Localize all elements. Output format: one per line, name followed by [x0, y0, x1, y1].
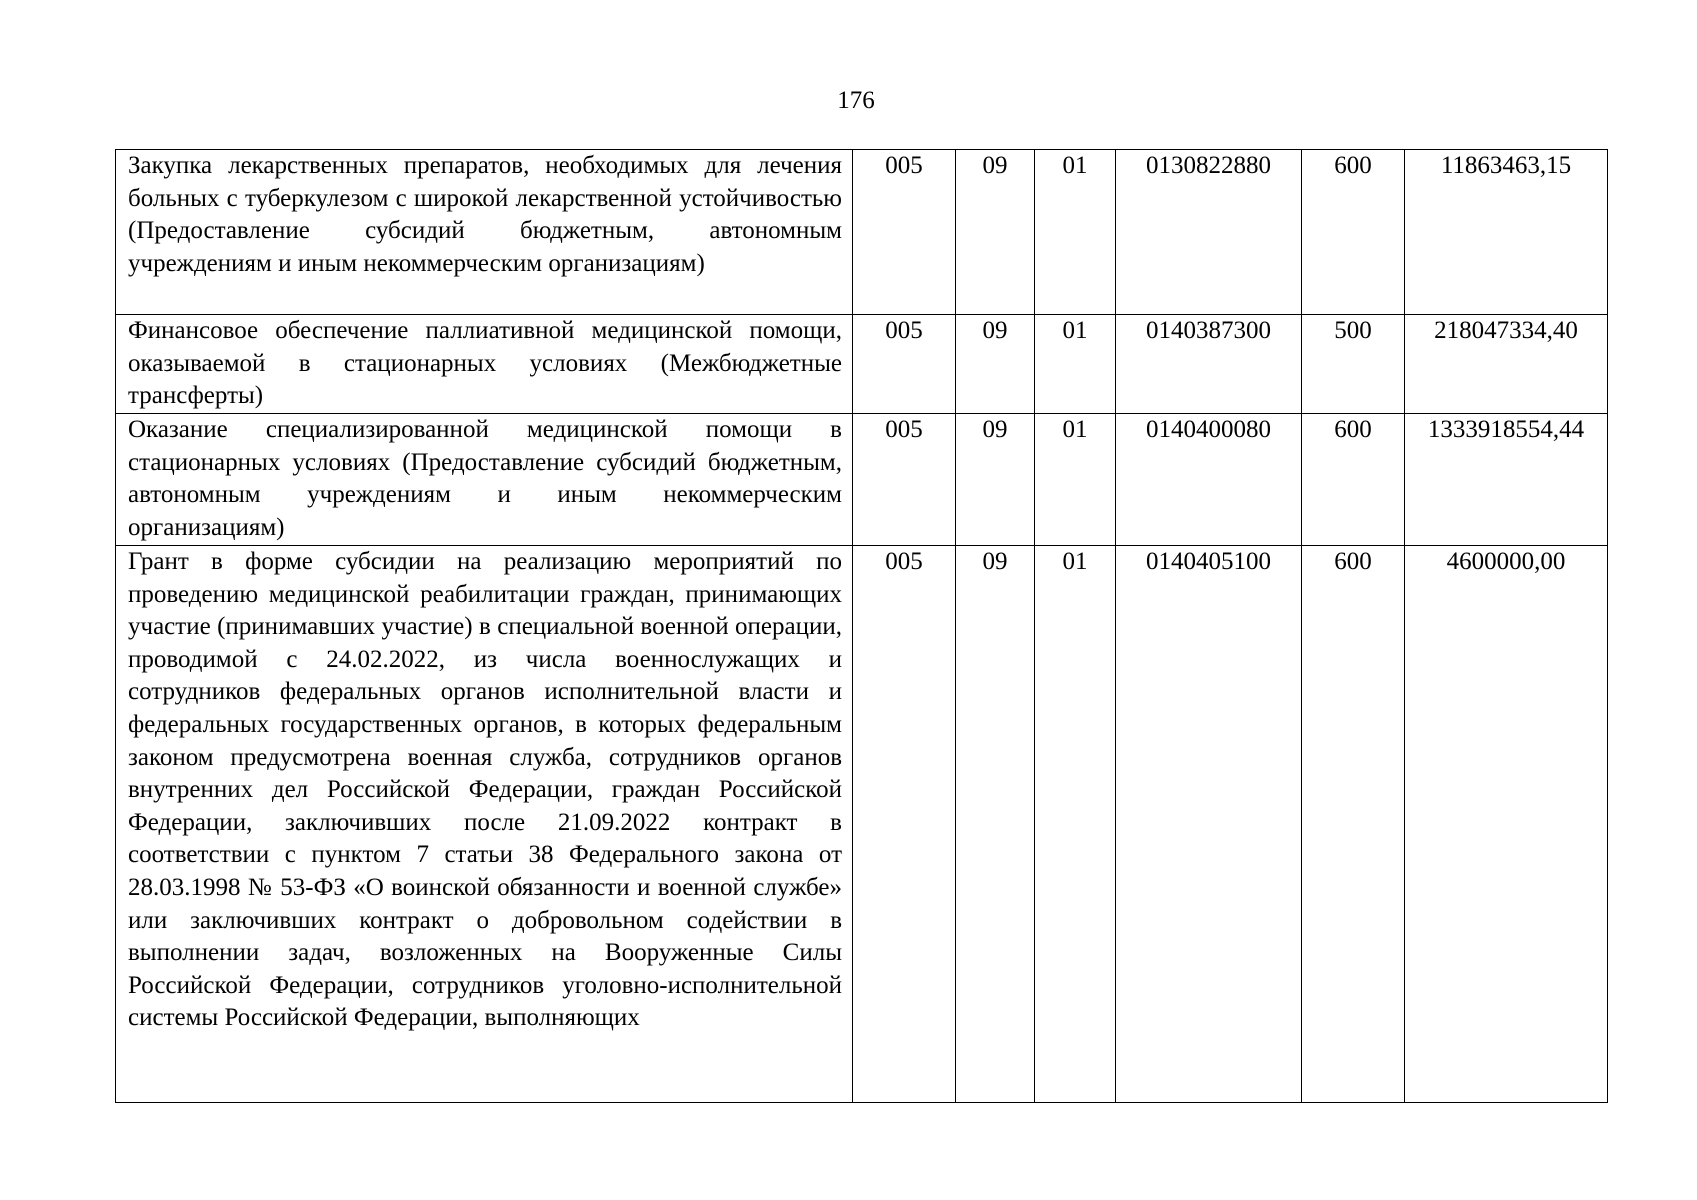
budget-table: [115, 149, 1608, 1103]
row-target-article: 0140387300: [1116, 315, 1302, 414]
row-amount: 11863463,15: [1405, 150, 1608, 315]
row-expense-type: 600: [1302, 414, 1405, 546]
row-section-code: 09: [956, 150, 1035, 315]
row-ministry-code: 005: [853, 546, 956, 1103]
row-target-article: 0140405100: [1116, 546, 1302, 1103]
row-expense-type: 600: [1302, 150, 1405, 315]
row-subsection-code: 01: [1035, 150, 1116, 315]
row-ministry-code: 005: [853, 315, 956, 414]
row-expense-type: 600: [1302, 546, 1405, 1103]
row-description: Оказание специализированной медицинской помощи в стационарных условиях (Предоставление субсидий бюджетным, автономным учреждениям и иным некоммерческим организациям): [116, 414, 853, 546]
page-number: 176: [837, 87, 875, 114]
row-subsection-code: 01: [1035, 546, 1116, 1103]
row-ministry-code: 005: [853, 414, 956, 546]
row-section-code: 09: [956, 414, 1035, 546]
row-target-article: 0130822880: [1116, 150, 1302, 315]
row-section-code: 09: [956, 546, 1035, 1103]
row-expense-type: 500: [1302, 315, 1405, 414]
row-description: Грант в форме субсидии на реализацию мероприятий по проведению медицинской реабилитации граждан, принимающих участие (принимавших участие) в специальной военной операции, проводимой с 24.02.2022, из числа военнослужащих и сотрудников федеральных органов исполнительной власти и федеральных государственных органов, в которых федеральным законом предусмотрена военная служба, сотрудников органов внутренних дел Российской Федерации, граждан Российской Федерации, заключивших после 21.09.2022 контракт в соответствии с пунктом 7 статьи 38 Федерального закона от 28.03.1998 № 53-ФЗ «О воинской обязанности и военной службе» или заключивших контракт о добровольном содействии в выполнении задач, возложенных на Вооруженные Силы Российской Федерации, сотрудников уголовно-исполнительной системы Российской Федерации, выполняющих: [116, 546, 853, 1103]
row-section-code: 09: [956, 315, 1035, 414]
row-amount: 218047334,40: [1405, 315, 1608, 414]
row-description: Финансовое обеспечение паллиативной медицинской помощи, оказываемой в стационарных условиях (Межбюджетные трансферты): [116, 315, 853, 414]
table-row: [116, 546, 1608, 1103]
row-amount: 4600000,00: [1405, 546, 1608, 1103]
table-row: [116, 414, 1608, 546]
row-subsection-code: 01: [1035, 315, 1116, 414]
row-amount: 1333918554,44: [1405, 414, 1608, 546]
row-subsection-code: 01: [1035, 414, 1116, 546]
row-description: Закупка лекарственных препаратов, необходимых для лечения больных с туберкулезом с широкой лекарственной устойчивостью (Предоставление субсидий бюджетным, автономным учреждениям и иным некоммерческим организациям): [116, 150, 853, 315]
table-row: [116, 150, 1608, 315]
table-row: [116, 315, 1608, 414]
row-target-article: 0140400080: [1116, 414, 1302, 546]
row-ministry-code: 005: [853, 150, 956, 315]
